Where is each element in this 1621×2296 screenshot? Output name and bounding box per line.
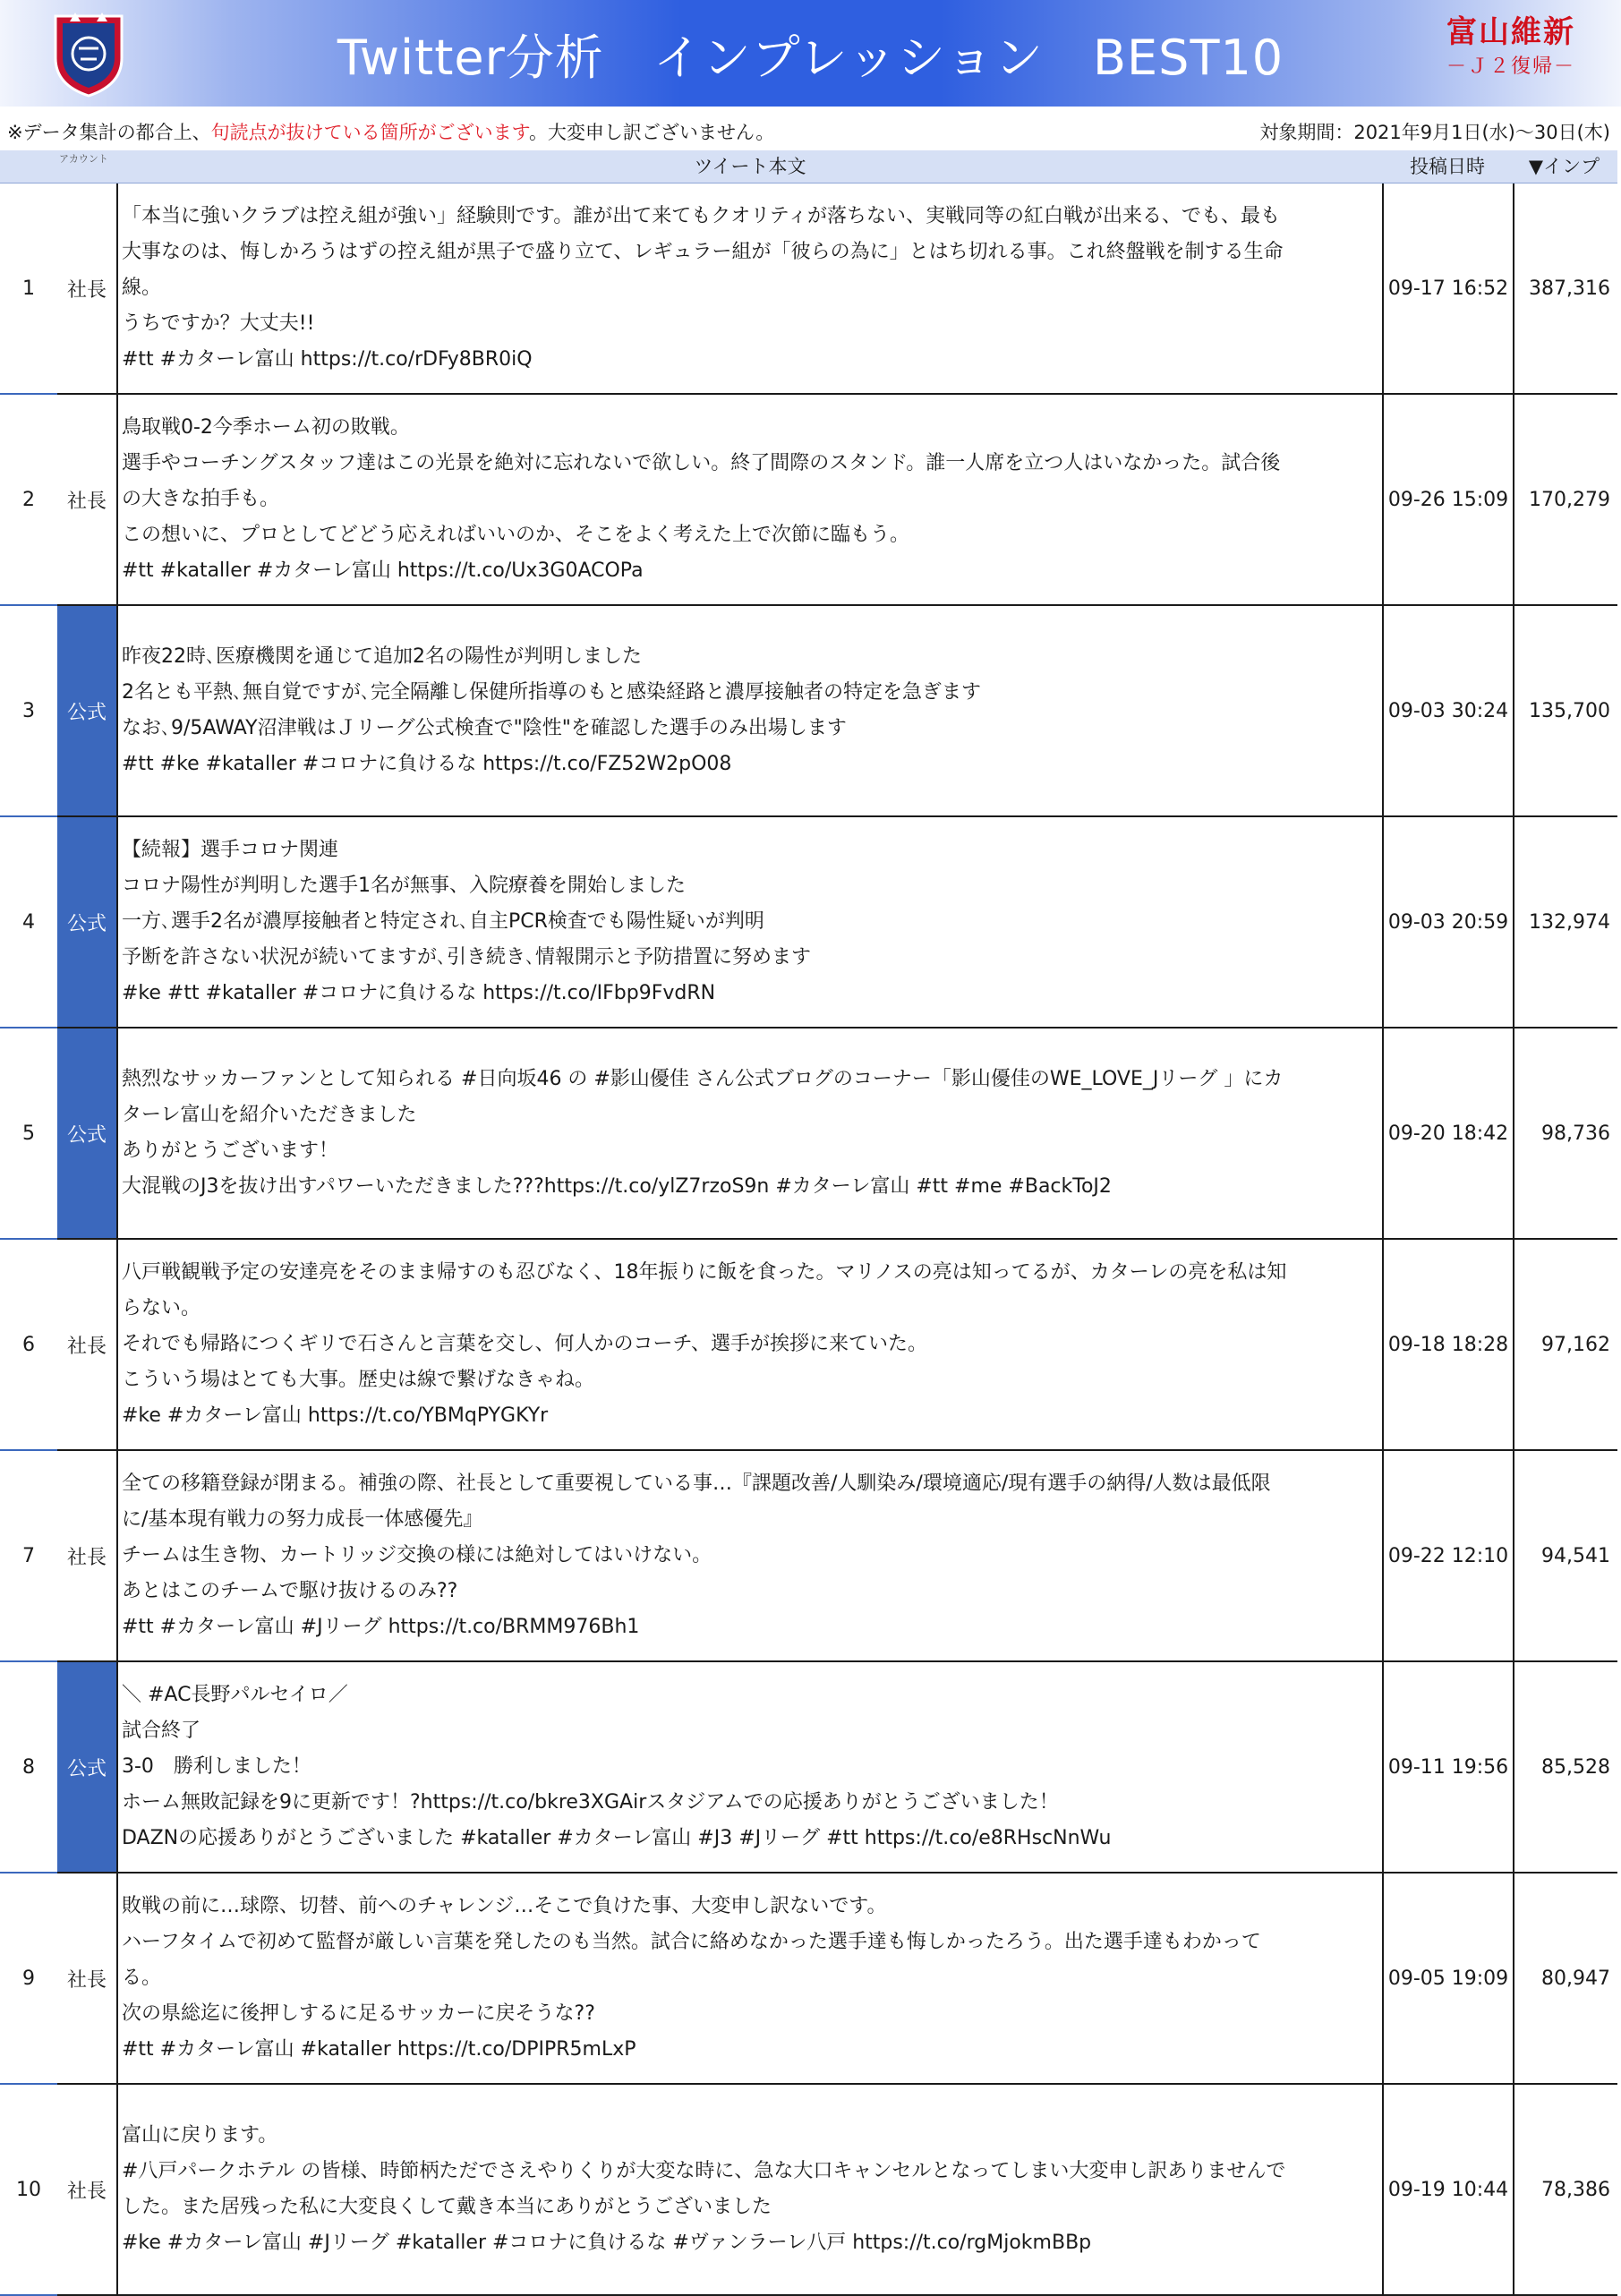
posted-at-cell: 09-17 16:52 — [1382, 184, 1514, 393]
impressions-cell: 80,947 — [1541, 1967, 1610, 1990]
tweet-line: した。また居残った私に大変良くして戴き本当にありがとうございました — [122, 2196, 772, 2218]
tweet-line: #tt #カターレ富山 https://t.co/rDFy8BR0iQ — [122, 348, 533, 371]
tweet-line: 線。 — [122, 277, 162, 299]
tweet-body-cell — [118, 606, 1384, 815]
table-row — [0, 395, 1617, 606]
tweet-line: ターレ富山を紹介いただきました — [122, 1104, 417, 1126]
tweet-line: うちですか？大丈夫!! — [122, 312, 315, 335]
tweet-line: #tt #ke #kataller #コロナに負けるな https://t.co/FZ52W2pO08 — [122, 753, 732, 775]
tweet-line: それでも帰路につくギリで石さんと言葉を交し、何人かのコーチ、選手が挨拶に来ていた。 — [122, 1333, 928, 1355]
tweet-line: 2名とも平熱､無自覚ですが､完全隔離し保健所指導のもと感染経路と濃厚接触者の特定を急ぎます — [122, 681, 982, 704]
report-title: Twitter分析 インプレッション BEST10 — [337, 30, 1284, 86]
tweet-body-cell — [118, 395, 1384, 604]
tweet-line: 一方､選手2名が濃厚接触者と特定され､自主PCR検査でも陽性疑いが判明 — [122, 910, 764, 933]
tweet-line: #ke #tt #kataller #コロナに負けるな https://t.co/IFbp9FvdRN — [122, 982, 716, 1004]
tweet-body-cell — [118, 1029, 1384, 1238]
account-cell: 社長 — [57, 1451, 118, 1660]
table-row — [0, 1029, 1617, 1240]
account-cell: 社長 — [57, 1874, 118, 2083]
tweet-line: #ke #カターレ富山 #Jリーグ #kataller #コロナに負けるな #ヴァンラーレ八戸 https://t.co/rgMjokmBBp — [122, 2232, 1092, 2254]
tweet-line: 敗戦の前に…球際、切替、前へのチャレンジ…そこで負けた事、大変申し訳ないです。 — [122, 1895, 887, 1917]
tweet-line: 「本当に強いクラブは控え組が強い」経験則です。誰が出て来てもクオリティが落ちない、実戦同等の紅白戦が出来る、でも、最も — [122, 205, 1281, 227]
account-cell: 公式 — [57, 817, 118, 1027]
tweet-line: ＼ #AC長野パルセイロ／ — [122, 1684, 348, 1706]
tweet-body-cell — [118, 1451, 1384, 1660]
rank-cell: 2 — [22, 488, 35, 511]
account-cell: 社長 — [57, 184, 118, 393]
table-row — [0, 606, 1617, 817]
rank-cell: 1 — [22, 277, 35, 300]
tweet-line: らない。 — [122, 1297, 201, 1319]
posted-at-cell: 09-22 12:10 — [1382, 1451, 1514, 1660]
tweet-line: 熱烈なサッカーファンとして知られる #日向坂46 の #影山優佳 さん公式ブログのコーナー「影山優佳のWE_LOVE_Jリーグ 」にカ — [122, 1068, 1284, 1090]
notice-highlight: 句読点が抜けている箇所がございます — [210, 122, 529, 143]
table-row — [0, 1451, 1617, 1662]
tweet-line: る。 — [122, 1967, 162, 1989]
account-cell: 公式 — [57, 606, 118, 815]
slogan-sub: －Ｊ２復帰－ — [1446, 55, 1575, 78]
data-notice — [7, 118, 774, 145]
impressions-cell: 78,386 — [1541, 2178, 1610, 2201]
tweet-line: 3-0 勝利しました！ — [122, 1755, 311, 1778]
tweet-line: 富山に戻ります。 — [122, 2124, 278, 2147]
tweet-line: 試合終了 — [122, 1720, 201, 1742]
table-row — [0, 1874, 1617, 2085]
tweet-body-cell — [118, 1240, 1384, 1449]
posted-at-cell: 09-19 10:44 — [1382, 2085, 1514, 2294]
posted-at-cell: 09-20 18:42 — [1382, 1029, 1514, 1238]
account-cell: 社長 — [57, 1240, 118, 1449]
tweet-line: #tt #カターレ富山 #kataller https://t.co/DPIPR5mLxP — [122, 2038, 636, 2061]
column-header-body: ツイート本文 — [694, 156, 806, 177]
tweet-line: #tt #カターレ富山 #Jリーグ https://t.co/BRMM976Bh1 — [122, 1616, 640, 1638]
tweet-line: 大事なのは、悔しかろうはずの控え組が黒子で盛り立て、レギュラー組が「彼らの為に」とはち切れる事。これ終盤戦を制する生命 — [122, 241, 1284, 263]
tweet-line: #ke #カターレ富山 https://t.co/YBMqPYGKYr — [122, 1404, 549, 1427]
tweet-body-cell — [118, 184, 1384, 393]
tweet-body-cell — [118, 2085, 1384, 2294]
tweet-line: 選手やコーチングスタッフ達はこの光景を絶対に忘れないで欲しい。終了間際のスタンド。誰一人席を立つ人はいなかった。試合後 — [122, 452, 1281, 474]
tweet-line: チームは生き物、カートリッジ交換の様には絶対してはいけない。 — [122, 1544, 712, 1566]
tweet-line: 全ての移籍登録が閉まる。補強の際、社長として重要視している事…『課題改善/人馴染み/環境適応/現有選手の納得/人数は最低限 — [122, 1472, 1271, 1495]
tweet-body-cell — [118, 817, 1384, 1027]
table-row — [0, 1662, 1617, 1874]
table-body — [0, 184, 1617, 2296]
table-header — [0, 150, 1617, 184]
impressions-cell: 85,528 — [1541, 1755, 1610, 1779]
tweet-line: こういう場はとても大事。歴史は線で繋げなきゃね。 — [122, 1369, 595, 1391]
impressions-cell: 94,541 — [1541, 1544, 1610, 1567]
table-row — [0, 817, 1617, 1029]
posted-at-cell: 09-18 18:28 — [1382, 1240, 1514, 1449]
impressions-cell: 170,279 — [1529, 488, 1610, 511]
tweet-line: ホーム無敗記録を9に更新です！?https://t.co/bkre3XGAirスタジアムでの応援ありがとうございました！ — [122, 1791, 1059, 1814]
tweet-body-cell — [118, 1662, 1384, 1872]
tweet-line: DAZNの応援ありがとうございました #kataller #カターレ富山 #J3 #Jリーグ #tt https://t.co/e8RHscNnWu — [122, 1827, 1112, 1849]
tweet-line: あとはこのチームで駆け抜けるのみ?? — [122, 1580, 458, 1602]
notice-suffix: 。大変申し訳ございません。 — [528, 122, 775, 143]
posted-at-cell: 09-11 19:56 — [1382, 1662, 1514, 1872]
tweet-line: なお､9/5AWAY沼津戦はＪリーグ公式検査で"陰性"を確認した選手のみ出場します — [122, 717, 847, 739]
tweet-line: 昨夜22時､医療機関を通じて追加2名の陽性が判明しました — [122, 645, 642, 668]
impressions-cell: 97,162 — [1541, 1333, 1610, 1356]
tweet-line: 予断を許さない状況が続いてますが､引き続き､情報開示と予防措置に努めます — [122, 946, 812, 969]
table-row — [0, 2085, 1617, 2296]
slogan-main: 富山維新 — [1446, 14, 1575, 50]
club-slogan — [1435, 13, 1587, 82]
impressions-cell: 98,736 — [1541, 1122, 1610, 1145]
tweet-line: 大混戦のJ3を抜け出すパワーいただきました???https://t.co/ylZ7rzoS9n #カターレ富山 #tt #me #BackToJ2 — [122, 1175, 1112, 1198]
rank-cell: 6 — [22, 1333, 35, 1356]
notice-prefix: ※データ集計の都合上、 — [7, 122, 211, 143]
tweet-line: #tt #kataller #カターレ富山 https://t.co/Ux3G0ACOPa — [122, 559, 644, 582]
column-header-impressions[interactable]: ▼インプ — [1528, 156, 1600, 177]
rank-cell: 5 — [22, 1122, 35, 1145]
rank-cell: 3 — [22, 699, 35, 722]
impressions-table — [0, 150, 1617, 2296]
report-header — [0, 0, 1621, 107]
rank-cell: 9 — [22, 1967, 35, 1990]
posted-at-cell: 09-26 15:09 — [1382, 395, 1514, 604]
tweet-line: の大きな拍手も。 — [122, 488, 280, 510]
tweet-line: 八戸戦観戦予定の安達亮をそのまま帰すのも忍びなく、18年振りに飯を食った。マリノスの亮は知ってるが、カターレの亮を私は知 — [122, 1261, 1287, 1284]
column-header-account: アカウント — [59, 153, 108, 165]
tweet-line: ハーフタイムで初めて監督が厳しい言葉を発したのも当然。試合に絡めなかった選手達も悔しかったろう。出た選手達もわかって — [122, 1931, 1261, 1953]
impressions-cell: 132,974 — [1529, 910, 1610, 934]
table-row — [0, 1240, 1617, 1451]
posted-at-cell: 09-03 20:59 — [1382, 817, 1514, 1027]
tweet-body-cell — [118, 1874, 1384, 2083]
account-cell: 社長 — [57, 2085, 118, 2294]
account-cell: 公式 — [57, 1662, 118, 1872]
impressions-cell: 387,316 — [1529, 277, 1610, 300]
rank-cell: 4 — [22, 910, 35, 934]
tweet-line: 次の県総迄に後押しするに足るサッカーに戻そうな?? — [122, 2002, 595, 2025]
tweet-line: ありがとうございます！ — [122, 1139, 339, 1162]
target-period: 対象期間：2021年9月1日(水)～30日(木) — [1259, 122, 1610, 143]
tweet-line: この想いに、プロとしてどどう応えればいいのか、そこをよく考えた上で次節に臨もう。 — [122, 524, 910, 546]
table-row — [0, 184, 1617, 395]
posted-at-cell: 09-05 19:09 — [1382, 1874, 1514, 2083]
tweet-line: 【続報】選手コロナ関連 — [122, 839, 339, 861]
tweet-line: に/基本現有戦力の努力成長一体感優先』 — [122, 1508, 483, 1531]
column-header-date: 投稿日時 — [1410, 156, 1485, 177]
posted-at-cell: 09-03 30:24 — [1382, 606, 1514, 815]
tweet-line: #八戸パークホテル の皆様、時節柄ただでさえやりくりが大変な時に、急な大口キャンセルとなってしまい大変申し訳ありませんで — [122, 2160, 1286, 2182]
impressions-cell: 135,700 — [1529, 699, 1610, 722]
tweet-line: 鳥取戦0-2今季ホーム初の敗戦。 — [122, 416, 410, 439]
rank-cell: 10 — [16, 2178, 41, 2201]
rank-cell: 8 — [22, 1755, 35, 1779]
rank-cell: 7 — [22, 1544, 35, 1567]
account-cell: 公式 — [57, 1029, 118, 1238]
tweet-line: コロナ陽性が判明した選手1名が無事、入院療養を開始しました — [122, 875, 686, 897]
account-cell: 社長 — [57, 395, 118, 604]
